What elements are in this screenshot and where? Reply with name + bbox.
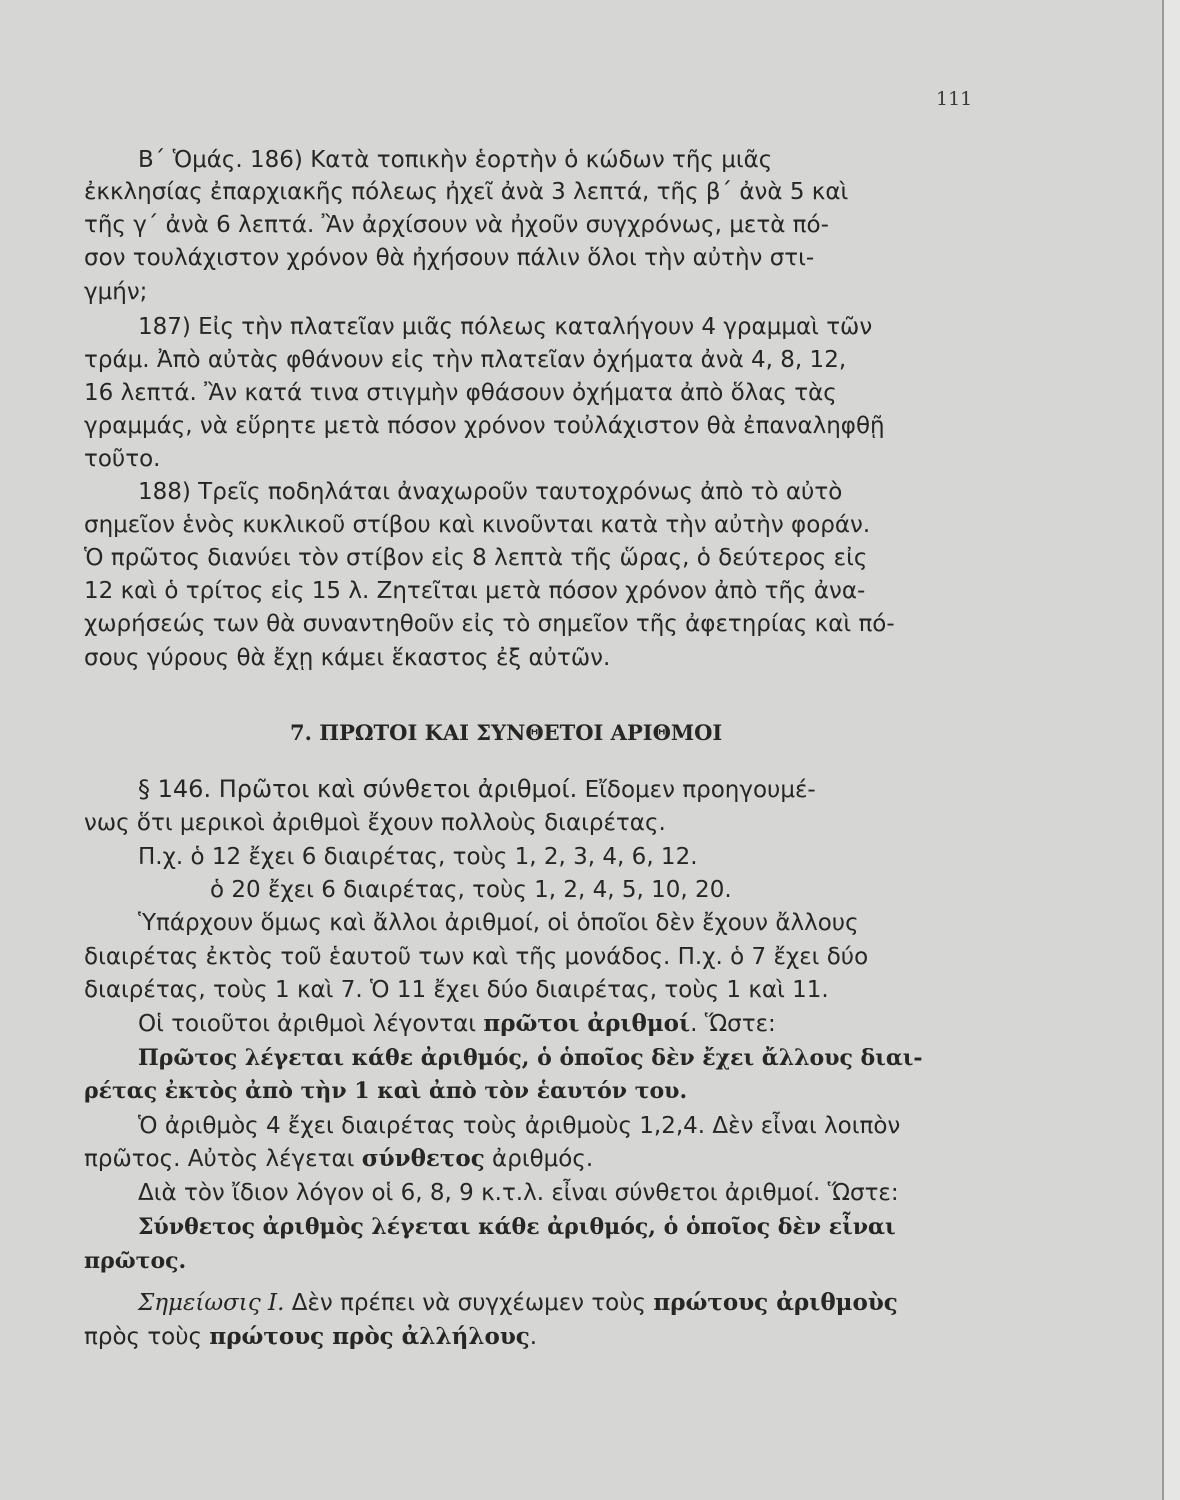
problem-186-line-1: Β΄ Ὁμάς. 186) Κατὰ τοπικὴν ἑορτὴν ὁ κώδων τῆς μιᾶς bbox=[138, 147, 773, 173]
problem-188-line-1: 188) Τρεῖς ποδηλάται ἀναχωροῦν ταυτοχρόνως ἀπὸ τὸ αὐτὸ bbox=[138, 479, 843, 505]
note-label: Σημείωσις Ι. bbox=[138, 1290, 285, 1316]
example-12: Π.χ. ὁ 12 ἔχει 6 διαιρέτας, τοὺς 1, 2, 3, 4, 6, 12. bbox=[138, 844, 698, 870]
note-line-2-pre: πρὸς τοὺς bbox=[84, 1324, 210, 1350]
note-end: . bbox=[529, 1324, 538, 1350]
four-composite-line-2 bbox=[84, 1144, 593, 1174]
problem-186-line-2: ἐκκλησίας ἐπαρχιακῆς πόλεως ἠχεῖ ἀνὰ 3 λεπτά, τῆς β΄ ἀνὰ 5 καὶ bbox=[84, 179, 849, 205]
note-line-1 bbox=[138, 1288, 972, 1318]
problem-187-line-5: τοῦτο. bbox=[84, 446, 161, 472]
other-numbers-line-3: διαιρέτας, τοὺς 1 καὶ 7. Ὁ 11 ἔχει δύο διαιρέτας, τοὺς 1 καὶ 11. bbox=[84, 977, 829, 1003]
problem-188-line-3: Ὁ πρῶτος διανύει τὸν στίβον εἰς 8 λεπτὰ τῆς ὥρας, ὁ δεύτερος εἰς bbox=[84, 545, 868, 571]
section-intro-text: Εἴδομεν προηγουμέ- bbox=[577, 777, 816, 803]
prime-definition-line-2: ρέτας ἐκτὸς ἀπὸ τὴν 1 καὶ ἀπὸ τὸν ἑαυτόν του. bbox=[84, 1078, 688, 1104]
four-composite-post: ἀριθμός. bbox=[484, 1146, 594, 1172]
note-line-2 bbox=[84, 1322, 537, 1352]
problem-187-line-4: γραμμάς, νὰ εὕρητε μετὰ πόσον χρόνον τοὐλάχιστον θὰ ἐπαναληφθῇ bbox=[84, 413, 885, 439]
example-20: ὁ 20 ἔχει 6 διαιρέτας, τοὺς 1, 2, 4, 5, 10, 20. bbox=[210, 877, 732, 903]
problem-188-line-2: σημεῖον ἑνὸς κυκλικοῦ στίβου καὶ κινοῦνται κατὰ τὴν αὐτὴν φοράν. bbox=[84, 512, 871, 538]
problem-187-line-1: 187) Εἰς τὴν πλατεῖαν μιᾶς πόλεως καταλήγουν 4 γραμμαὶ τῶν bbox=[138, 314, 873, 340]
other-numbers-line-1: Ὑπάρχουν ὅμως καὶ ἄλλοι ἀριθμοί, οἱ ὁποῖοι δὲν ἔχουν ἄλλους bbox=[138, 910, 859, 936]
four-composite-line-1: Ὁ ἀριθμὸς 4 ἔχει διαιρέτας τοὺς ἀριθμοὺς 1,2,4. Δὲν εἶναι λοιπὸν bbox=[138, 1113, 901, 1139]
same-reason-sentence: Διὰ τὸν ἴδιον λόγον οἱ 6, 8, 9 κ.τ.λ. εἶναι σύνθετοι ἀριθμοί. Ὥστε: bbox=[138, 1180, 899, 1206]
composite-definition-line-2: πρῶτος. bbox=[84, 1248, 187, 1274]
page-edge bbox=[1162, 0, 1180, 1500]
called-prime-sentence bbox=[138, 1009, 776, 1039]
other-numbers-line-2: διαιρέτας ἐκτὸς τοῦ ἑαυτοῦ των καὶ τῆς μονάδος. Π.χ. ὁ 7 ἔχει δύο bbox=[84, 944, 869, 970]
problem-188-line-6: σους γύρους θὰ ἔχῃ κάμει ἕκαστος ἐξ αὐτῶν. bbox=[84, 645, 611, 671]
problem-186-line-3: τῆς γ΄ ἀνὰ 6 λεπτά. Ἂν ἀρχίσουν νὰ ἠχοῦν συγχρόνως, μετὰ πό- bbox=[84, 212, 829, 238]
note-term-coprime: πρώτους πρὸς ἀλλήλους bbox=[209, 1323, 530, 1350]
prime-definition-line-1: Πρῶτος λέγεται κάθε ἀριθμός, ὁ ὁποῖος δὲν ἔχει ἄλλους διαι- bbox=[138, 1045, 923, 1071]
prime-numbers-term: πρῶτοι ἀριθμοί bbox=[483, 1010, 691, 1037]
problem-187-line-2: τράμ. Ἀπὸ αὐτὰς φθάνουν εἰς τὴν πλατεῖαν ὀχήματα ἀνὰ 4, 8, 12, bbox=[84, 347, 847, 373]
section-146-intro-line-2: νως ὅτι μερικοὶ ἀριθμοὶ ἔχουν πολλοὺς διαιρέτας. bbox=[84, 810, 666, 836]
called-prime-post: . Ὥστε: bbox=[690, 1011, 776, 1037]
composite-definition-line-1: Σύνθετος ἀριθμὸς λέγεται κάθε ἀριθμός, ὁ ὁποῖος δὲν εἶναι bbox=[138, 1214, 896, 1240]
note-text: Δὲν πρέπει νὰ συγχέωμεν τοὺς bbox=[284, 1290, 654, 1316]
problem-188-line-5: χωρήσεώς των θὰ συναντηθοῦν εἰς τὸ σημεῖον τῆς ἀφετηρίας καὶ πό- bbox=[84, 611, 895, 637]
problem-187-line-3: 16 λεπτά. Ἂν κατά τινα στιγμὴν φθάσουν ὀχήματα ἀπὸ ὅλας τὰς bbox=[84, 380, 837, 406]
problem-186-line-4: σον τουλάχιστον χρόνον θὰ ἠχήσουν πάλιν ὅλοι τὴν αὐτὴν στι- bbox=[84, 245, 815, 271]
four-composite-pre: πρῶτος. Αὐτὸς λέγεται bbox=[84, 1146, 362, 1172]
page-number: 111 bbox=[936, 88, 973, 110]
composite-term: σύνθετος bbox=[361, 1145, 485, 1172]
chapter-heading: 7. ΠΡΩΤΟΙ ΚΑΙ ΣΥΝΘΕΤΟΙ ΑΡΙΘΜΟΙ bbox=[290, 720, 723, 745]
section-146-intro bbox=[138, 774, 972, 805]
section-title: § 146. Πρῶτοι καὶ σύνθετοι ἀριθμοί. bbox=[138, 775, 578, 803]
called-prime-pre: Οἱ τοιοῦτοι ἀριθμοὶ λέγονται bbox=[138, 1011, 484, 1037]
note-term-prime-numbers: πρώτους ἀριθμοὺς bbox=[653, 1289, 898, 1316]
problem-188-line-4: 12 καὶ ὁ τρίτος εἰς 15 λ. Ζητεῖται μετὰ πόσον χρόνον ἀπὸ τῆς ἀνα- bbox=[84, 578, 866, 604]
problem-186-line-5: γμήν; bbox=[84, 279, 148, 305]
